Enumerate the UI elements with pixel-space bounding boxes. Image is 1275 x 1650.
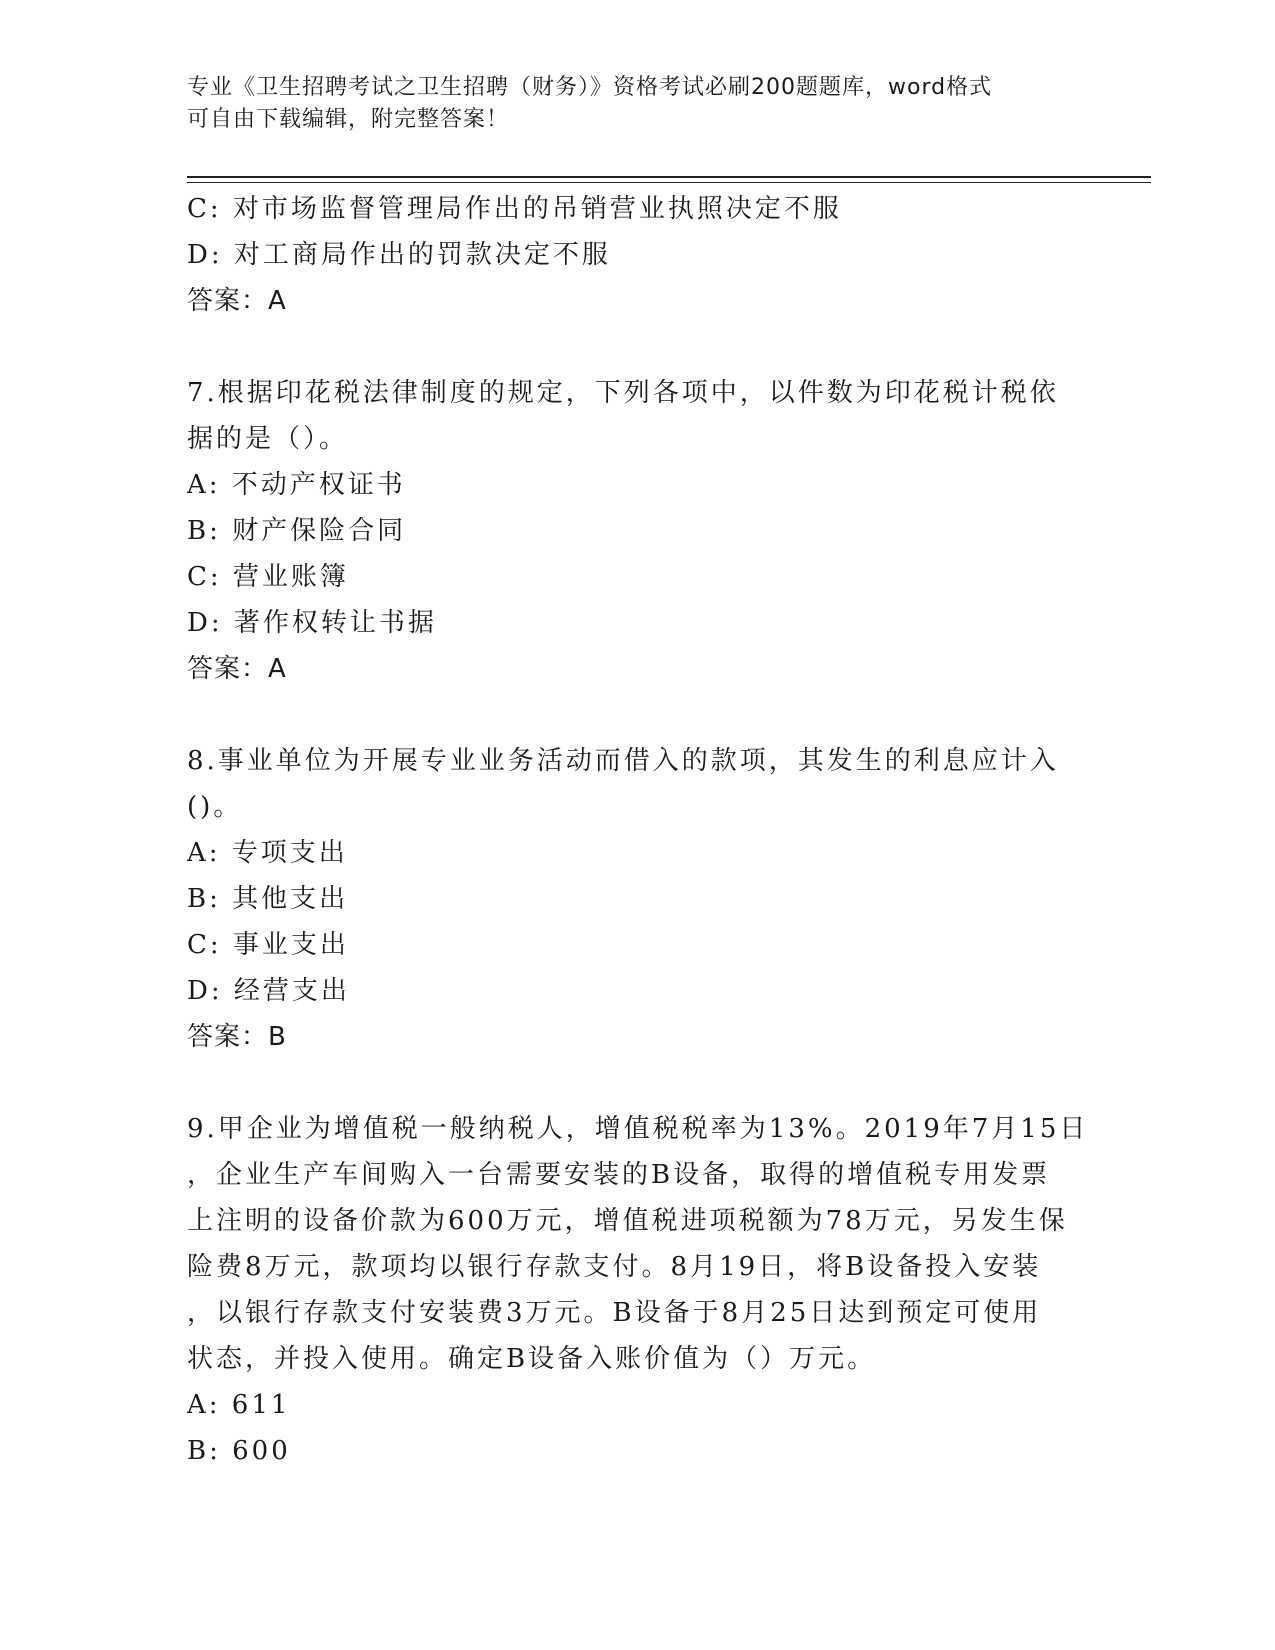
header-rule-thin [187,182,1151,183]
question-block [187,1106,1087,1474]
question-block [187,738,1087,1060]
option-a: A: 专项支出 [187,838,348,868]
question-block [187,186,1087,324]
page-header [187,72,1067,136]
question-text: 8.事业单位为开展专业业务活动而借入的款项，其发生的利息应计入 [187,746,1059,776]
question-text: ，以银行存款支付安装费3万元。B设备于8月25日达到预定可使用 [187,1298,1042,1328]
option-a: A: 不动产权证书 [187,470,406,500]
question-text: ()。 [187,792,243,822]
answer: 答案：B [187,1022,287,1052]
answer: 答案：A [187,654,287,684]
question-text: ，企业生产车间购入一台需要安装的B设备，取得的增值税专用发票 [187,1160,1051,1190]
option-c: C: 事业支出 [187,930,349,960]
option-c: C: 营业账簿 [187,562,349,592]
question-text: 状态，并投入使用。确定B设备入账价值为（）万元。 [187,1344,877,1374]
option-a: A: 611 [187,1390,291,1420]
question-list [187,186,1087,1474]
option-d: D: 经营支出 [187,976,350,1006]
header-line-1: 专业《卫生招聘考试之卫生招聘（财务）》资格考试必刷200题题库，word格式 [187,75,993,100]
option-b: B: 财产保险合同 [187,516,407,546]
question-block [187,370,1087,692]
question-text: 险费8万元，款项均以银行存款支付。8月19日，将B设备投入安装 [187,1252,1042,1282]
answer: 答案：A [187,286,287,316]
question-text: 据的是（）。 [187,424,349,454]
question-text: 9.甲企业为增值税一般纳税人，增值税税率为13%。2019年7月15日 [187,1114,1089,1144]
question-text: 上注明的设备价款为600万元，增值税进项税额为78万元，另发生保 [187,1206,1068,1236]
header-rule-thick [187,176,1151,178]
option-c: C: 对市场监督管理局作出的吊销营业执照决定不服 [187,194,842,224]
option-d: D: 著作权转让书据 [187,608,437,638]
question-text: 7.根据印花税法律制度的规定，下列各项中，以件数为印花税计税依 [187,378,1059,408]
option-d: D: 对工商局作出的罚款决定不服 [187,240,611,270]
header-line-2: 可自由下载编辑，附完整答案！ [187,107,510,132]
option-b: B: 其他支出 [187,884,349,914]
option-b: B: 600 [187,1436,291,1466]
